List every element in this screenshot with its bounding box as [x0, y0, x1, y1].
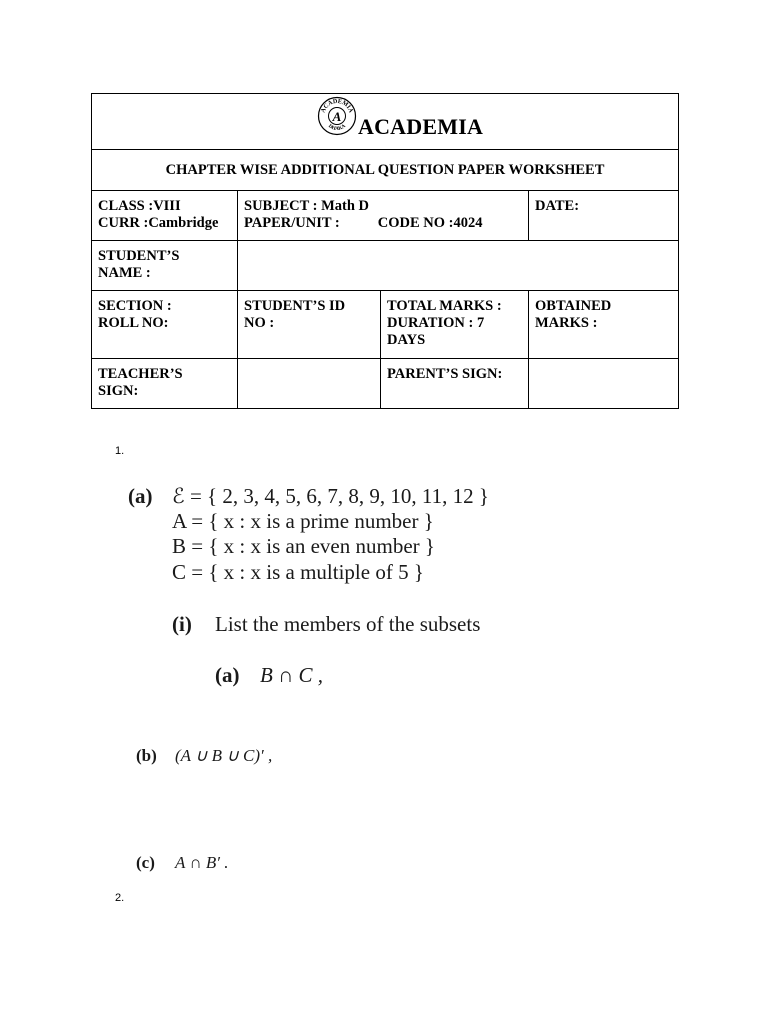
set-c-definition: C = { x : x is a multiple of 5 } [172, 560, 424, 584]
question-number-1: 1. [115, 445, 125, 457]
subject-label: SUBJECT : Math D [244, 198, 370, 214]
part-a-label: (a) [128, 484, 153, 508]
obtained-label-line1: OBTAINED [535, 298, 612, 314]
svg-text:A: A [332, 109, 342, 124]
svg-text:ACADEMIA: ACADEMIA [319, 97, 355, 114]
class-label: CLASS :VIII [98, 198, 181, 214]
svg-text:DHAKA: DHAKA [327, 123, 347, 132]
total-marks-label: TOTAL MARKS : [387, 298, 502, 314]
student-name-label-line2: NAME : [98, 265, 151, 281]
date-cell [529, 191, 679, 241]
student-name-label-line1: STUDENT’S [98, 248, 180, 264]
duration-label-line1: DURATION : 7 [387, 315, 485, 331]
paper-label: PAPER/UNIT : [244, 215, 340, 231]
academia-logo-icon [317, 96, 357, 136]
header-table [91, 93, 679, 409]
section-cell [92, 291, 238, 359]
parent-sign-label-cell [381, 359, 529, 409]
brand [317, 97, 484, 139]
subject-cell [238, 191, 529, 241]
teacher-label-line2: SIGN: [98, 383, 139, 399]
universal-set: ℰ = { 2, 3, 4, 5, 6, 7, 8, 9, 10, 11, 12 } [172, 484, 489, 508]
brand-name: ACADEMIA [358, 113, 484, 139]
subpart-i-label: (i) [172, 612, 192, 636]
marks-cell [381, 291, 529, 359]
item-a-label: (a) [215, 663, 240, 687]
item-c-label: (c) [136, 853, 155, 872]
duration-label-line2: DAYS [387, 332, 426, 348]
obtained-label-line2: MARKS : [535, 315, 598, 331]
worksheet-title: CHAPTER WISE ADDITIONAL QUESTION PAPER WORKSHEET [92, 150, 679, 191]
item-a-expression: B ∩ C , [260, 663, 323, 687]
item-b-expression: (A ∪ B ∪ C)′ , [175, 746, 273, 765]
date-label: DATE: [535, 198, 580, 214]
parent-sign-field[interactable] [529, 359, 679, 409]
student-id-cell [238, 291, 381, 359]
student-id-label-line2: NO : [244, 315, 275, 331]
student-id-label-line1: STUDENT’S ID [244, 298, 346, 314]
section-label: SECTION : [98, 298, 172, 314]
roll-label: ROLL NO: [98, 315, 169, 331]
teacher-label-line1: TEACHER’S [98, 366, 183, 382]
item-c-expression: A ∩ B′ . [175, 853, 229, 872]
teacher-sign-label-cell [92, 359, 238, 409]
parent-sign-label: PARENT’S SIGN: [387, 366, 503, 382]
curr-label: CURR :Cambridge [98, 215, 219, 231]
class-cell [92, 191, 238, 241]
set-b-definition: B = { x : x is an even number } [172, 534, 435, 558]
teacher-sign-field[interactable] [238, 359, 381, 409]
question-number-2: 2. [115, 892, 125, 904]
brand-cell [92, 94, 679, 150]
code-label: CODE NO :4024 [377, 215, 483, 231]
subpart-i-text: List the members of the subsets [215, 612, 481, 636]
set-a-definition: A = { x : x is a prime number } [172, 509, 434, 533]
student-name-field[interactable] [238, 241, 679, 291]
item-b-label: (b) [136, 746, 157, 765]
obtained-marks-cell [529, 291, 679, 359]
student-name-label-cell [92, 241, 238, 291]
